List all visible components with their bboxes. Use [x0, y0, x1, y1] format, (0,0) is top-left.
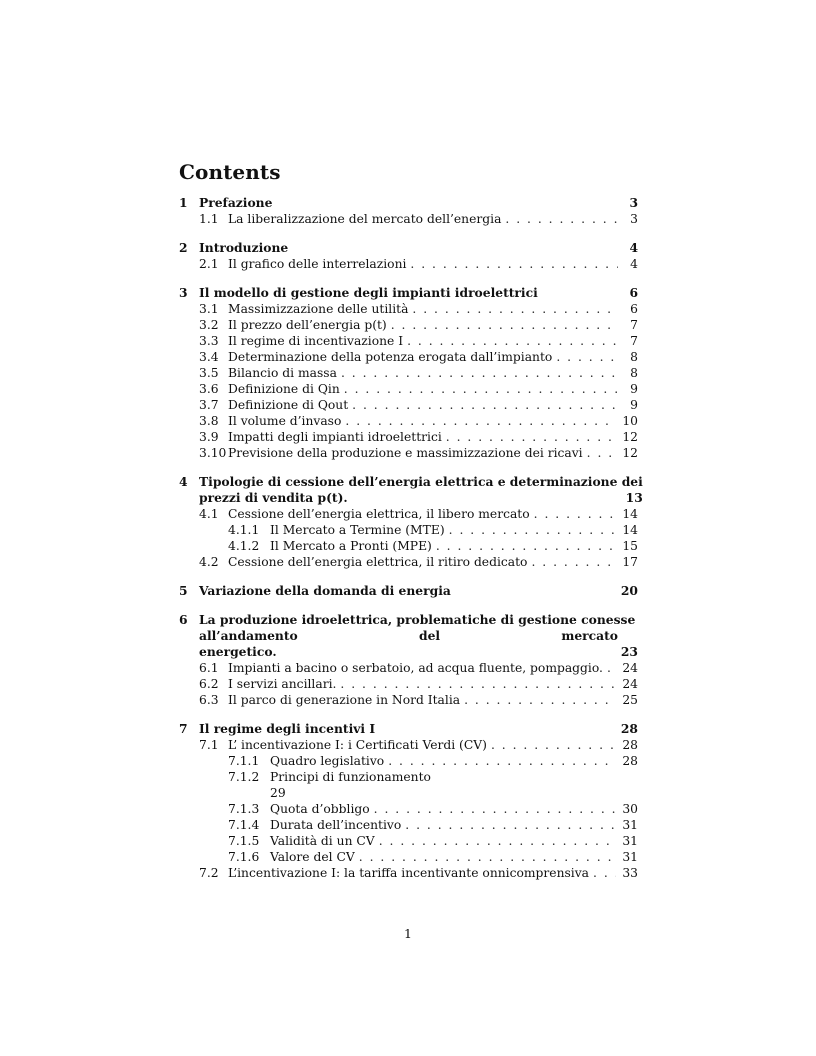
entry-title: Previsione della produzione e massimizzazione dei ricavi	[228, 446, 583, 460]
entry-title: Definizione di Qin	[228, 382, 340, 396]
toc-entry[interactable]	[179, 737, 638, 753]
chapter-number: 3	[179, 285, 188, 300]
toc-chapter[interactable]	[179, 474, 643, 506]
toc-chapter[interactable]	[179, 721, 638, 737]
entry-number: 4.1.1	[228, 523, 260, 537]
chapter-number: 1	[179, 195, 188, 210]
toc-section-3	[179, 285, 638, 461]
chapter-page: 3	[629, 195, 638, 210]
toc-page	[179, 160, 643, 881]
entry-title: Bilancio di massa	[228, 366, 337, 380]
entry-title: La liberalizzazione del mercato dell’energia	[228, 212, 502, 226]
entry-title: Cessione dell’energia elettrica, il libero mercato	[228, 507, 530, 521]
entry-title: Impatti degli impianti idroelettrici	[228, 430, 442, 444]
entry-page: 31	[622, 818, 638, 832]
entry-number: 3.5	[199, 366, 219, 380]
chapter-title-line-1: Tipologie di cessione dell’energia elettrica e determinazione dei	[199, 474, 643, 489]
chapter-title: Prefazione	[199, 195, 273, 210]
entry-number: 6.2	[199, 677, 219, 691]
chapter-number: 2	[179, 240, 188, 255]
entry-title: Definizione di Qout	[228, 398, 349, 412]
toc-section-6	[179, 612, 638, 708]
toc-entry[interactable]	[179, 413, 638, 429]
toc-subentry[interactable]	[179, 538, 638, 554]
toc-entry[interactable]	[179, 676, 638, 692]
entry-number: 7.1.1	[228, 754, 260, 768]
entry-title: Il volume d’invaso	[228, 414, 342, 428]
entry-number: 3.2	[199, 318, 219, 332]
entry-number: 7.1.3	[228, 802, 260, 816]
entry-number: 3.7	[199, 398, 219, 412]
toc-entry[interactable]	[179, 317, 638, 333]
chapter-title: Il modello di gestione degli impianti idroelettrici	[199, 285, 538, 300]
entry-number: 7.1.6	[228, 850, 260, 864]
entry-number: 2.1	[199, 257, 219, 271]
entry-title: Il regime di incentivazione I	[228, 334, 404, 348]
toc-entry[interactable]	[179, 429, 638, 445]
entry-number: 3.1	[199, 302, 219, 316]
toc-subentry[interactable]	[179, 801, 638, 817]
entry-number: 3.6	[199, 382, 219, 396]
entry-page: 4	[630, 257, 638, 271]
entry-number: 7.2	[199, 866, 219, 880]
entry-number: 7.1	[199, 738, 219, 752]
entry-page: 9	[630, 398, 638, 412]
toc-entry[interactable]	[179, 211, 638, 227]
entry-title: Il parco di generazione in Nord Italia	[228, 693, 461, 707]
entry-number: 7.1.2	[228, 770, 260, 784]
entry-title: Impianti a bacino o serbatoio, ad acqua fluente, pompaggio.	[228, 661, 603, 675]
toc-entry[interactable]	[179, 256, 638, 272]
chapter-title: Introduzione	[199, 240, 289, 255]
toc-chapter[interactable]	[179, 612, 638, 660]
chapter-page: 13	[625, 490, 643, 505]
entry-page: 8	[630, 350, 638, 364]
toc-section-1	[179, 195, 638, 227]
chapter-number: 5	[179, 583, 188, 598]
entry-page: 28	[622, 738, 638, 752]
chapter-title-line-3: energetico.	[199, 644, 277, 659]
toc-subentry[interactable]	[179, 849, 638, 865]
toc-entry[interactable]	[179, 445, 638, 461]
toc-entry[interactable]	[179, 506, 638, 522]
entry-page: 24	[622, 677, 638, 691]
toc-chapter[interactable]	[179, 583, 638, 599]
chapter-title-line-2: prezzi di vendita p(t).	[199, 490, 348, 505]
toc-entry[interactable]	[179, 865, 638, 881]
entry-title: I servizi ancillari.	[228, 677, 337, 691]
chapter-title-word: all’andamento	[199, 628, 298, 643]
entry-title: Valore del CV	[270, 850, 355, 864]
toc-entry[interactable]	[179, 365, 638, 381]
entry-title: Principi di funzionamento	[270, 770, 431, 784]
entry-number: 7.1.5	[228, 834, 260, 848]
chapter-page: 28	[620, 721, 638, 736]
entry-number: 6.3	[199, 693, 219, 707]
entry-page: 33	[622, 866, 638, 880]
entry-page: 14	[622, 507, 638, 521]
entry-title: Il prezzo dell’energia p(t)	[228, 318, 387, 332]
entry-title: L’ incentivazione I: i Certificati Verdi (CV)	[228, 738, 487, 752]
entry-page: 6	[630, 302, 638, 316]
entry-page: 10	[622, 414, 638, 428]
entry-title: Durata dell’incentivo	[270, 818, 402, 832]
toc-subentry[interactable]	[179, 753, 638, 769]
chapter-page: 4	[629, 240, 638, 255]
entry-number: 3.9	[199, 430, 219, 444]
entry-page: 7	[630, 318, 638, 332]
chapter-page: 6	[629, 285, 638, 300]
toc-chapter[interactable]	[179, 285, 638, 301]
entry-number: 3.3	[199, 334, 219, 348]
toc-section-7	[179, 721, 638, 881]
chapter-page: 20	[620, 583, 638, 598]
chapter-title-line-2	[199, 628, 638, 644]
toc-subentry[interactable]	[179, 833, 638, 849]
toc-entry[interactable]	[179, 381, 638, 397]
entry-page: 15	[622, 539, 638, 553]
chapter-title: Il regime degli incentivi I	[199, 721, 376, 736]
entry-number: 3.4	[199, 350, 219, 364]
entry-page: 30	[622, 802, 638, 816]
toc-entry[interactable]	[179, 692, 638, 708]
toc-entry[interactable]	[179, 660, 638, 676]
toc-heading: Contents	[179, 160, 281, 184]
entry-page: 28	[622, 754, 638, 768]
toc-entry[interactable]	[179, 333, 638, 349]
toc-chapter[interactable]	[179, 195, 638, 211]
entry-page: 9	[630, 382, 638, 396]
entry-number: 4.1.2	[228, 539, 260, 553]
entry-title: Quota d’obbligo	[270, 802, 370, 816]
entry-title: Quadro legislativo	[270, 754, 385, 768]
entry-number: 6.1	[199, 661, 219, 675]
entry-title: Il Mercato a Pronti (MPE)	[270, 539, 432, 553]
entry-page: 7	[630, 334, 638, 348]
chapter-number: 7	[179, 721, 188, 736]
entry-page: 31	[622, 850, 638, 864]
entry-page: 29	[270, 786, 286, 800]
chapter-title: Variazione della domanda di energia	[199, 583, 451, 598]
toc-section-4	[179, 474, 643, 570]
chapter-page: 23	[620, 644, 638, 659]
entry-title: Validità di un CV	[270, 834, 375, 848]
entry-number: 7.1.4	[228, 818, 260, 832]
entry-page: 3	[630, 212, 638, 226]
toc-entry[interactable]	[179, 301, 638, 317]
entry-title: Massimizzazione delle utilità	[228, 302, 409, 316]
entry-title: Il Mercato a Termine (MTE)	[270, 523, 445, 537]
toc-subentry[interactable]	[179, 769, 638, 801]
entry-number: 4.1	[199, 507, 219, 521]
toc-subentry[interactable]	[179, 817, 638, 833]
entry-title: L’incentivazione I: la tariffa incentivante onnicomprensiva	[228, 866, 590, 880]
entry-number: 3.10	[199, 446, 227, 460]
entry-page: 17	[622, 555, 638, 569]
entry-title: Cessione dell’energia elettrica, il ritiro dedicato	[228, 555, 528, 569]
chapter-number: 6	[179, 612, 188, 627]
toc-entry[interactable]	[179, 349, 638, 365]
entry-title: Determinazione della potenza erogata dall’impianto	[228, 350, 553, 364]
entry-page: 31	[622, 834, 638, 848]
entry-page: 14	[622, 523, 638, 537]
toc-chapter[interactable]	[179, 240, 638, 256]
entry-number: 3.8	[199, 414, 219, 428]
chapter-title-line-1: La produzione idroelettrica, problematiche di gestione conesse	[199, 612, 636, 627]
table-of-contents	[179, 195, 643, 881]
chapter-number: 4	[179, 474, 188, 489]
toc-section-2	[179, 240, 638, 272]
entry-page: 24	[622, 661, 638, 675]
entry-title: Il grafico delle interrelazioni	[228, 257, 407, 271]
chapter-title-word: mercato	[561, 628, 618, 643]
toc-entry[interactable]	[179, 397, 638, 413]
entry-page: 12	[622, 430, 638, 444]
toc-section-5	[179, 583, 638, 599]
entry-number: 1.1	[199, 212, 219, 226]
page-number: 1	[404, 926, 412, 941]
entry-page: 12	[622, 446, 638, 460]
entry-page: 25	[622, 693, 638, 707]
entry-page: 8	[630, 366, 638, 380]
entry-number: 4.2	[199, 555, 219, 569]
chapter-title-word: del	[418, 628, 441, 643]
toc-subentry[interactable]	[179, 522, 638, 538]
toc-entry[interactable]	[179, 554, 638, 570]
